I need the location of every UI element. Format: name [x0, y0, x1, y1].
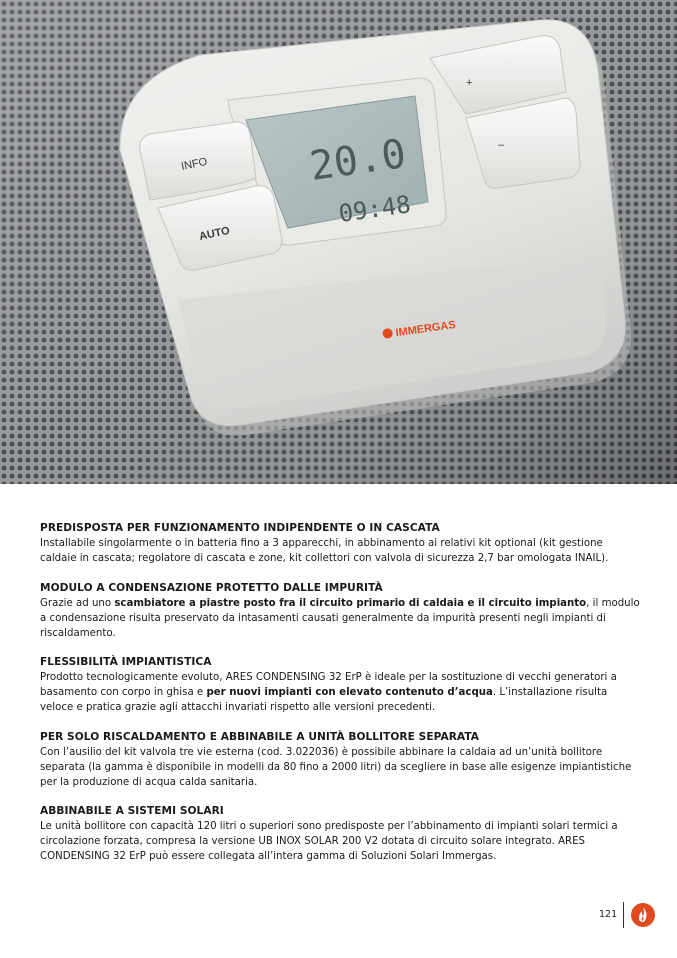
emphasis-text: per nuovi impianti con elevato contenuto d’acqua [206, 687, 493, 699]
section-title: ABBINABILE A SISTEMI SOLARI [40, 805, 224, 818]
section-body [40, 670, 640, 715]
page-footer [599, 900, 659, 930]
section-body [40, 536, 640, 566]
minus-button-label: – [498, 139, 505, 151]
feature-list [40, 521, 640, 879]
body-text: Grazie ad uno [40, 597, 115, 609]
display-time: 09:48 [336, 190, 413, 228]
body-text: , il modulo a condensazione risulta preservato da intasamenti causati generalmente da impurità presenti negli impianti di riscaldamento. [40, 597, 640, 639]
feature-section [40, 804, 640, 864]
body-text: . L’installazione risulta veloce e pratica grazie agli attacchi invariati rispetto alle versioni precedenti. [40, 687, 608, 714]
feature-section [40, 521, 640, 566]
info-button-label: INFO [180, 155, 209, 173]
feature-section [40, 730, 640, 790]
feature-section [40, 655, 640, 715]
section-title: MODULO A CONDENSAZIONE PROTETTO DALLE IMPURITÀ [40, 581, 383, 594]
flame-icon [630, 902, 656, 928]
body-text: Installabile singolarmente o in batteria fino a 3 apparecchi, in abbinamento ai relativi kit optional (kit gestione caldaie in cascata; regolatore di cascata e zone, kit collettori con valvola di sicurezza 2,7 bar omologata INAIL). [40, 538, 609, 564]
display-temperature: 20.0 [306, 130, 409, 190]
page-number: 121 [599, 909, 618, 920]
feature-section [40, 581, 640, 641]
section-title: PER SOLO RISCALDAMENTO E ABBINABILE A UNITÀ BOLLITORE SEPARATA [40, 730, 480, 743]
emphasis-text: scambiatore a piastre posto fra il circuito primario di caldaia e il circuito impianto [114, 597, 587, 609]
section-body [40, 745, 640, 790]
section-body [40, 819, 640, 864]
footer-divider [623, 902, 624, 928]
auto-button-label: AUTO [198, 224, 231, 243]
section-title: FLESSIBILITÀ IMPIANTISTICA [40, 656, 212, 669]
body-text: Le unità bollitore con capacità 120 litri o superiori sono predisposte per l’abbinamento di impianti solari termici a circolazione forzata, compresa la versione UB INOX SOLAR 200 V2 dotata di circuito solare integrato. ARES CONDENSING 32 ErP può essere collegata all’intera gamma di Soluzioni Solari Immergas. [40, 821, 618, 863]
immergas-logo-text: IMMERGAS [394, 318, 457, 340]
section-body [40, 596, 640, 641]
section-title: PREDISPOSTA PER FUNZIONAMENTO INDIPENDENTE O IN CASCATA [40, 522, 440, 534]
plus-button-label: + [466, 77, 473, 89]
body-text: Con l’ausilio del kit valvola tre vie esterna (cod. 3.022036) è possibile abbinare la caldaia ad un’unità bollitore separata (la gamma è disponibile in modelli da 80 fino a 2000 litri) da scegliere in base alle esigenze impiantistiche per la produzione di acqua calda sanitaria. [40, 746, 632, 788]
body-text: Prodotto tecnologicamente evoluto, ARES CONDENSING 32 ErP è ideale per la sostituzione di vecchi generatori a basamento con corpo in ghisa e [40, 672, 617, 699]
